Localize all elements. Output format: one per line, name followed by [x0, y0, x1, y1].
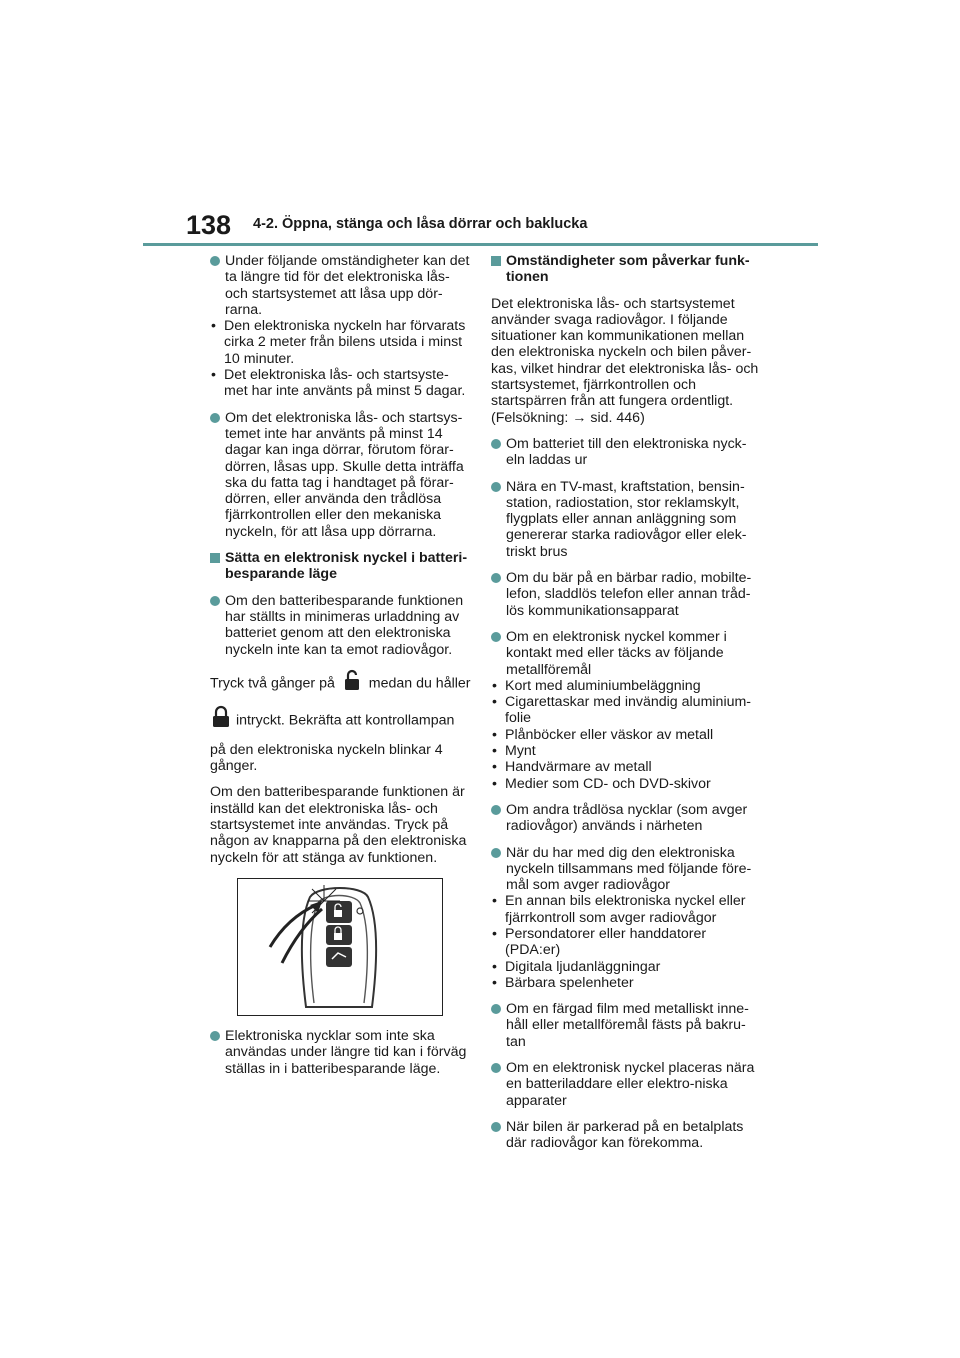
sub-list — [210, 318, 472, 399]
section-heading: Omständigheter som påverkar funk-tionen — [491, 253, 761, 286]
page-reference[interactable]: sid. 446) — [590, 409, 645, 426]
right-column — [491, 253, 761, 1162]
sub-item: • En annan bils elektroniska nyckel eller fjärrkontroll som avger radiovågor — [491, 893, 761, 926]
arrow-right-icon: → — [572, 409, 587, 426]
list-item: Om du bär på en bärbar radio, mobilte-lefon, sladdlös telefon eller annan tråd-lös kommunikationsapparat — [491, 570, 761, 619]
instruction-text: på den elektroniska nyckeln blinkar 4 gånger. — [210, 741, 443, 775]
left-column — [210, 253, 472, 1087]
sub-item: • Handvärmare av metall — [491, 759, 761, 775]
sub-item: • Det elektroniska lås- och startsyste-met har inte använts på minst 5 dagar. — [210, 367, 472, 400]
header-rule — [143, 243, 818, 246]
instruction-text: medan du håller — [368, 675, 471, 692]
sub-list — [491, 678, 761, 792]
instruction-line — [210, 705, 472, 736]
page-number: 138 — [186, 210, 232, 240]
instruction-text: Tryck två gånger på — [210, 675, 335, 692]
paragraph — [491, 296, 761, 426]
list-item — [491, 845, 761, 992]
list-item: Om den batteribesparande funktionen har ställts in minimeras urladdning av batteriet genom att den elektroniska nyckeln inte kan ta emot radiovågor. — [210, 593, 472, 658]
chapter-title: 4-2. Öppna, stänga och låsa dörrar och baklucka — [253, 216, 588, 232]
sub-item: • Mynt — [491, 743, 761, 759]
sub-item: • Cigarettaskar med invändig aluminium-folie — [491, 694, 761, 727]
unlock-button-icon — [339, 668, 365, 699]
section-heading: Sätta en elektronisk nyckel i batteri-besparande läge — [210, 550, 472, 583]
list-item: Elektroniska nycklar som inte ska användas under längre tid kan i förväg ställas in i batteribesparande läge. — [210, 1028, 472, 1077]
list-item: Om batteriet till den elektroniska nyck-eln laddas ur — [491, 436, 761, 469]
list-item — [491, 629, 761, 792]
key-fob-illustration — [237, 878, 443, 1016]
sub-list — [491, 893, 761, 991]
sub-item: • Medier som CD- och DVD-skivor — [491, 776, 761, 792]
sub-item: • Bärbara spelenheter — [491, 975, 761, 991]
bullet-text: När du har med dig den elektroniska nyckeln tillsammans med följande före-mål som avger radiovågor — [506, 844, 752, 894]
list-item: Nära en TV-mast, kraftstation, bensin-station, radiostation, stor reklamskylt, flygplats eller annan anläggning som genererar starka radiovågor eller elek-triskt brus — [491, 479, 761, 560]
bullet-text: Om en elektronisk nyckel kommer i kontakt med eller täcks av följande metallföremål — [506, 628, 727, 678]
list-item: Om en färgad film med metalliskt inne-håll eller metallföremål fästs på bakru-tan — [491, 1001, 761, 1050]
list-item: Om det elektroniska lås- och startsys-temet inte har använts på minst 14 dagar kan inga dörrar, förutom förar-dörren, låsas upp. Skulle detta inträffa ska du fatta tag i handtaget på förar-dörren, eller använda den trådlösa fjärrkontrollen eller den mekaniska nyckeln, för att låsa upp dörrarna. — [210, 410, 472, 540]
paragraph: Om den batteribesparande funktionen är inställd kan det elektroniska lås- och startsystemet inte användas. Tryck på någon av knapparna på den elektroniska nyckeln för att stänga av funktionen. — [210, 784, 467, 866]
paragraph-text: Det elektroniska lås- och startsystemet använder svaga radiovågor. I följande situationer kan kommunikationen mellan den elektroniska nyckeln och bilen påver-kas, vilket hindrar det elektroniska lås- och startsystemet, fjärrkontrollen och startspärren från att fungera ordentligt. (Felsökning: — [491, 295, 759, 426]
sub-item: • Kort med aluminiumbeläggning — [491, 678, 761, 694]
sub-item: • Plånböcker eller väskor av metall — [491, 727, 761, 743]
sub-item: • Den elektroniska nyckeln har förvarats cirka 2 meter från bilens utsida i minst 10 minuter. — [210, 318, 472, 367]
lock-button-icon — [210, 705, 232, 736]
sub-item: • Digitala ljudanläggningar — [491, 959, 761, 975]
list-item: När bilen är parkerad på en betalplats där radiovågor kan förekomma. — [491, 1119, 761, 1152]
bullet-text: Under följande omständigheter kan det ta längre tid för det elektroniska lås- och startsystemet att låsa upp dör-rarna. — [225, 253, 470, 318]
list-item: Om andra trådlösa nycklar (som avger radiovågor) används i närheten — [491, 802, 761, 835]
sub-item: • Persondatorer eller handdatorer (PDA:er) — [491, 926, 761, 959]
list-item — [210, 253, 472, 400]
list-item: Om en elektronisk nyckel placeras nära en batteriladdare eller elektro-niska apparater — [491, 1060, 761, 1109]
instruction-text: intryckt. Bekräfta att kontrollampan — [235, 712, 455, 729]
instruction-line — [210, 668, 472, 699]
